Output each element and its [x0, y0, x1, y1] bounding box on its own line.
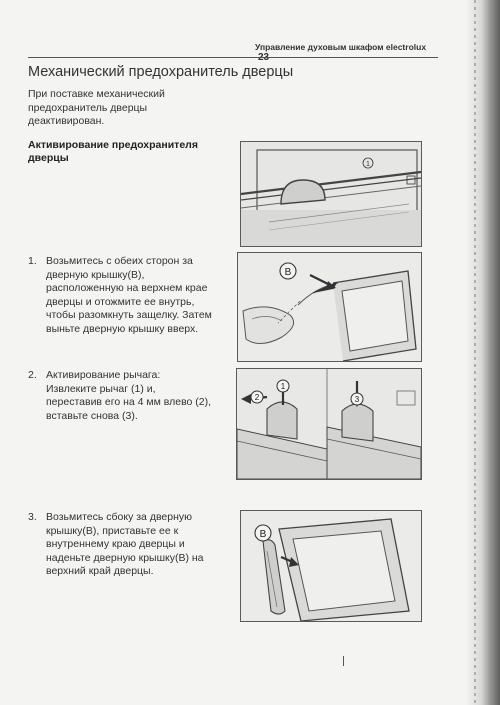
step-number: 2.	[28, 369, 37, 381]
figure-fit-cover	[240, 510, 422, 622]
figure-door-latch	[240, 141, 422, 247]
intro-paragraph	[28, 88, 203, 129]
step-line: дверную крышку(B),	[46, 268, 145, 281]
step-line: внутреннему краю дверцы и	[46, 538, 185, 550]
intro-line: деактивирован.	[28, 115, 105, 127]
step-line: переставив его на 4 мм влево (2),	[46, 396, 212, 408]
page-number: 23	[258, 52, 270, 63]
fig3-label-1: 1	[280, 382, 286, 391]
step-line: дверцы и отожмите ее внутрь,	[46, 295, 195, 308]
fig3-label-2: 2	[254, 393, 260, 402]
fit-cover-illustration	[241, 511, 421, 621]
fig1-marker-label: 1	[366, 161, 370, 168]
fig4-label-b: B	[259, 529, 267, 540]
intro-line: предохранитель дверцы	[28, 101, 148, 114]
step-number: 1.	[28, 255, 37, 267]
step-line: Возьмитесь с обеих сторон за	[46, 255, 193, 267]
scan-edge-shadow	[466, 0, 500, 705]
subheading-line: дверцы	[28, 152, 69, 164]
fig2-label-b: B	[284, 267, 292, 278]
step-line: выньте дверную крышку вверх.	[46, 322, 199, 335]
step-line: чтобы разомкнуть защелку. Затем	[46, 309, 212, 321]
figure-remove-cover	[237, 252, 422, 362]
page-title: Механический предохранитель дверцы	[28, 64, 294, 80]
fig3-label-3: 3	[354, 395, 360, 404]
step-line: Возьмитесь сбоку за дверную	[46, 511, 193, 523]
step-text	[46, 255, 212, 336]
header-rule	[28, 57, 438, 58]
running-header	[255, 42, 430, 63]
lever-illustration	[237, 369, 421, 479]
door-latch-illustration	[241, 142, 421, 246]
step-line: крышку(B), приставьте ее к	[46, 524, 179, 537]
step-text	[46, 369, 211, 423]
intro-line: При поставке механический	[28, 88, 165, 100]
section-subheading	[28, 139, 218, 165]
step-line: Извлеките рычаг (1) и,	[46, 382, 156, 395]
step-text	[46, 511, 204, 579]
page-mark	[343, 656, 344, 666]
subheading-line: Активирование предохранителя	[28, 139, 198, 151]
step-line: расположенную на верхнем крае	[46, 282, 208, 294]
step-line: вставьте снова (3).	[46, 409, 138, 422]
step-number: 3.	[28, 511, 37, 523]
figure-lever-activation	[236, 368, 422, 480]
step-line: верхний край дверцы.	[46, 565, 154, 577]
remove-cover-illustration	[238, 253, 421, 361]
header-text: Управление духовым шкафом electrolux	[255, 42, 427, 52]
step-line: наденьте дверную крышку(B) на	[46, 551, 204, 564]
step-line: Активирование рычага:	[46, 369, 161, 381]
